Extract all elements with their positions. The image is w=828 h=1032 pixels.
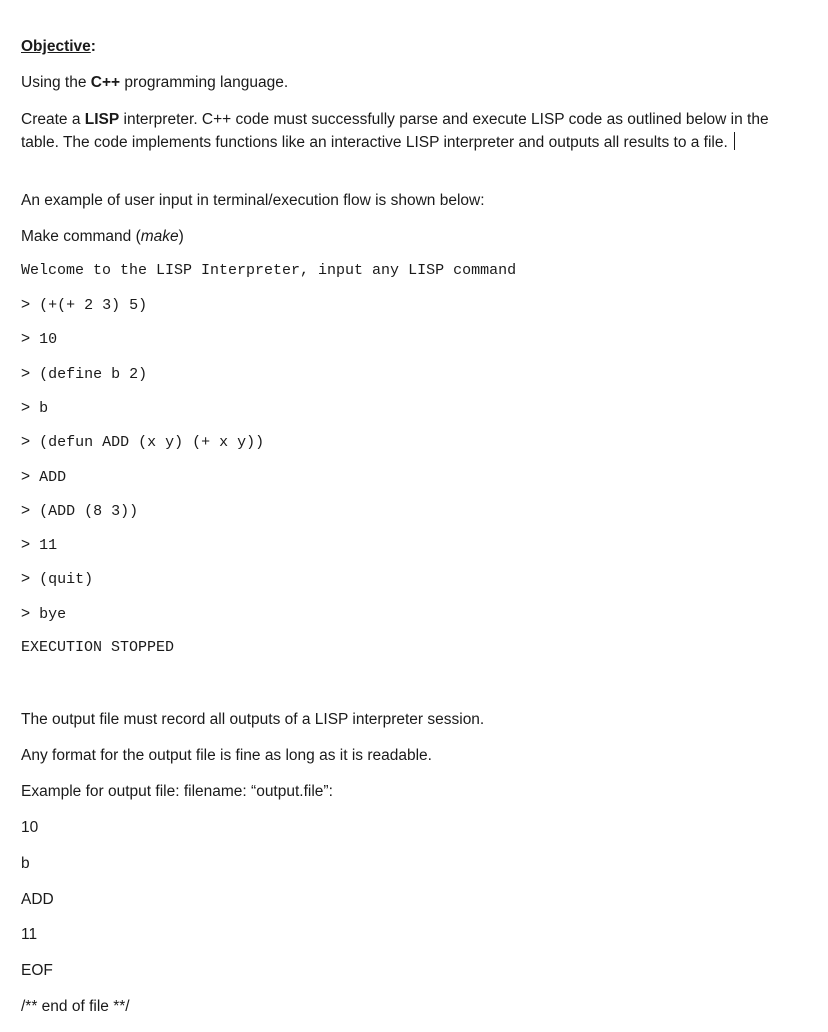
output-line-2: Any format for the output file is fine as long as it is readable. [21,747,432,764]
make-cmd: make [140,228,179,245]
terminal-welcome: Welcome to the LISP Interpreter, input any LISP command [21,262,517,279]
terminal-line [21,535,57,556]
terminal-line-text: 11 [39,537,58,554]
terminal-line [21,364,147,385]
make-command-line [21,227,184,247]
prompt-symbol: > [21,502,31,519]
terminal-line [21,432,264,453]
terminal-line [21,398,48,419]
output-item: ADD [21,891,54,908]
output-item: 10 [21,819,39,836]
execution-stopped: EXECUTION STOPPED [21,639,175,656]
make-suffix: ) [178,228,184,245]
terminal-line [21,295,147,316]
terminal-line-text: (ADD (8 3)) [39,503,139,520]
end-of-file-line: /** end of file **/ [21,998,130,1015]
task-lisp: LISP [84,111,120,128]
prompt-symbol: > [21,296,31,313]
prompt-symbol: > [21,536,31,553]
text-cursor [734,132,735,150]
prompt-symbol: > [21,605,31,622]
terminal-line-text: 10 [39,331,58,348]
output-line-3: Example for output file: filename: “output.file”: [21,783,333,800]
example-intro: An example of user input in terminal/execution flow is shown below: [21,192,485,209]
terminal-line-text: b [39,400,49,417]
output-item: b [21,855,30,872]
terminal-line-text: bye [39,606,67,623]
terminal-line [21,467,66,488]
output-item: 11 [21,926,38,943]
terminal-line [21,569,93,590]
terminal-line-text: ADD [39,469,67,486]
objective-colon: : [90,38,96,55]
language-name: C++ [90,74,121,91]
language-suffix: programming language. [120,74,289,91]
objective-label: Objective [21,38,91,55]
terminal-line [21,501,138,522]
output-line-1: The output file must record all outputs of a LISP interpreter session. [21,711,485,728]
terminal-line-text: (define b 2) [39,366,148,383]
objective-heading [21,37,96,57]
terminal-line-text: (defun ADD (x y) (+ x y)) [39,434,265,451]
language-line [21,73,288,93]
prompt-symbol: > [21,570,31,587]
make-prefix: Make command ( [21,228,141,245]
task-paragraph [21,108,781,154]
task-suffix: interpreter. C++ code must successfully parse and execute LISP code as outlined below in the table. The code implements functions like an interactive LISP interpreter and outputs all results to a file. [21,111,769,151]
output-item: EOF [21,962,53,979]
prompt-symbol: > [21,399,31,416]
prompt-symbol: > [21,330,31,347]
terminal-line [21,604,66,625]
prompt-symbol: > [21,468,31,485]
language-prefix: Using the [21,74,91,91]
prompt-symbol: > [21,433,31,450]
prompt-symbol: > [21,365,31,382]
terminal-line-text: (quit) [39,571,94,588]
task-prefix: Create a [21,111,85,128]
terminal-line-text: (+(+ 2 3) 5) [39,297,148,314]
terminal-line [21,329,57,350]
